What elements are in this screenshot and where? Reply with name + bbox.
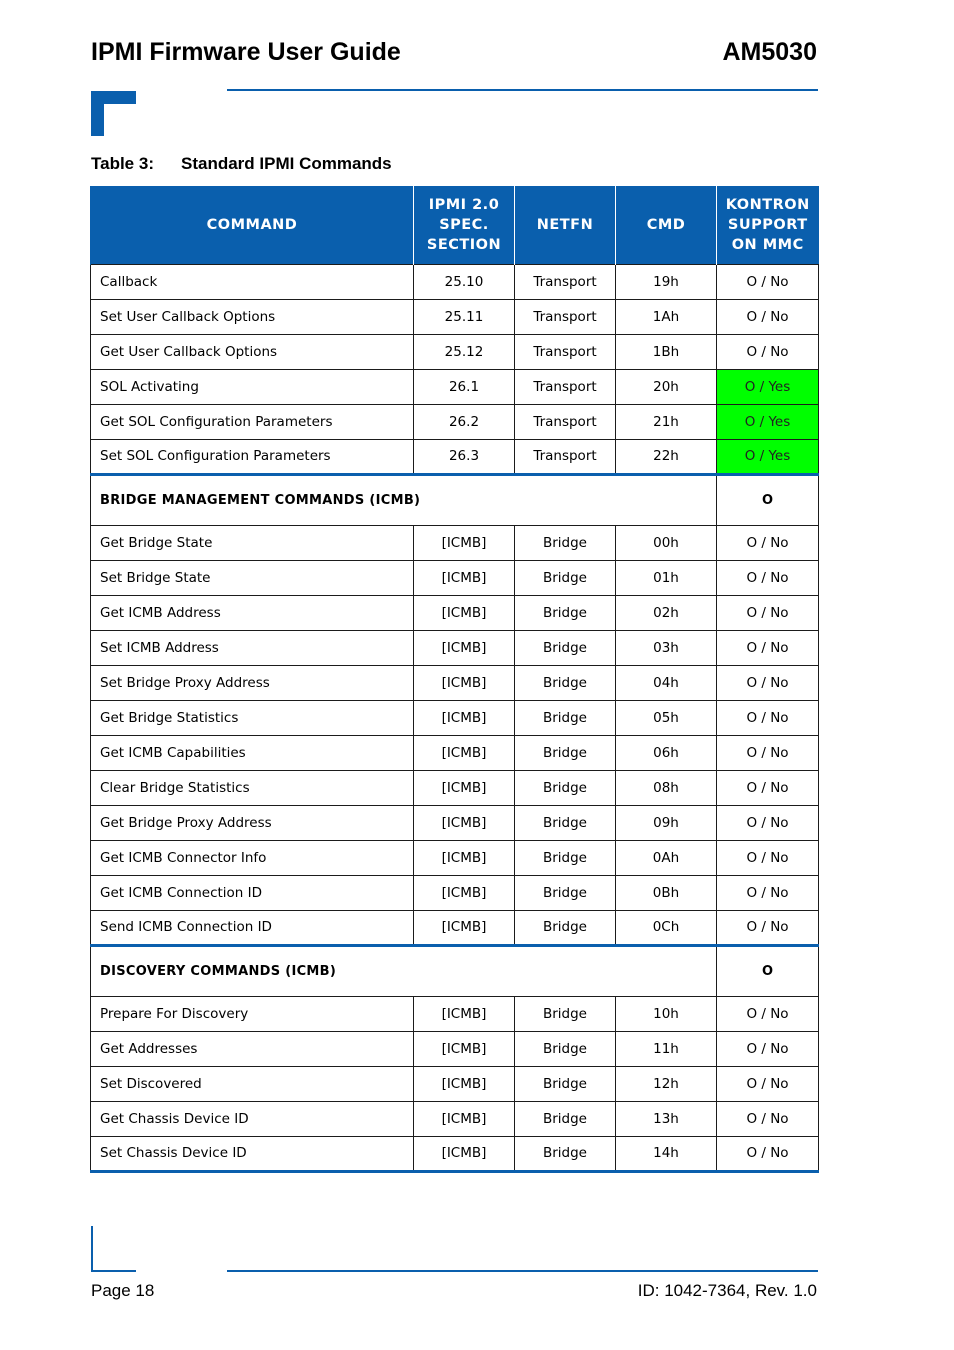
cell-cmd: 05h — [616, 700, 717, 735]
table-row — [91, 595, 819, 630]
corner-mark-top-vertical — [91, 91, 104, 136]
cell-command: Prepare For Discovery — [91, 996, 414, 1031]
cell-netfn: Transport — [515, 369, 616, 404]
header-kontron-support — [717, 186, 819, 264]
cell-command: Get Addresses — [91, 1031, 414, 1066]
cell-support: O / No — [717, 630, 819, 665]
cell-support: O / No — [717, 560, 819, 595]
section-support: O — [717, 474, 819, 525]
header-spec-line: SPEC. — [439, 216, 489, 233]
table-row — [91, 630, 819, 665]
header-support-line: KONTRON — [725, 196, 810, 213]
header-spec-line: IPMI 2.0 — [428, 196, 500, 213]
cell-spec: 26.2 — [414, 404, 515, 439]
table-row — [91, 1066, 819, 1101]
table-row — [91, 1101, 819, 1136]
cell-spec: 25.10 — [414, 264, 515, 299]
cell-command: Set User Callback Options — [91, 299, 414, 334]
cell-command: Send ICMB Connection ID — [91, 910, 414, 945]
cell-spec: [ICMB] — [414, 770, 515, 805]
cell-cmd: 22h — [616, 439, 717, 474]
cell-support: O / No — [717, 264, 819, 299]
cell-cmd: 04h — [616, 665, 717, 700]
cell-support: O / No — [717, 595, 819, 630]
table-row — [91, 334, 819, 369]
cell-netfn: Bridge — [515, 1136, 616, 1171]
section-header-row — [91, 474, 819, 525]
header-command: COMMAND — [91, 186, 414, 264]
page-number: Page 18 — [91, 1281, 155, 1300]
table-row — [91, 439, 819, 474]
cell-netfn: Bridge — [515, 735, 616, 770]
document-title: IPMI Firmware User Guide — [91, 38, 401, 66]
header-rule — [227, 89, 818, 91]
cell-cmd: 21h — [616, 404, 717, 439]
table-row — [91, 1031, 819, 1066]
cell-spec: 25.11 — [414, 299, 515, 334]
footer-rule — [227, 1270, 818, 1272]
cell-command: Set Bridge State — [91, 560, 414, 595]
cell-cmd: 0Bh — [616, 875, 717, 910]
ipmi-commands-table — [90, 186, 819, 1173]
header-support-line: SUPPORT — [727, 216, 808, 233]
cell-support: O / No — [717, 700, 819, 735]
cell-cmd: 13h — [616, 1101, 717, 1136]
cell-spec: [ICMB] — [414, 875, 515, 910]
cell-spec: 25.12 — [414, 334, 515, 369]
cell-netfn: Bridge — [515, 700, 616, 735]
cell-command: Get SOL Configuration Parameters — [91, 404, 414, 439]
cell-command: Get ICMB Connection ID — [91, 875, 414, 910]
cell-support: O / No — [717, 735, 819, 770]
cell-spec: [ICMB] — [414, 525, 515, 560]
cell-support: O / No — [717, 665, 819, 700]
table-row — [91, 1136, 819, 1171]
cell-cmd: 00h — [616, 525, 717, 560]
cell-netfn: Bridge — [515, 840, 616, 875]
document-id: ID: 1042-7364, Rev. 1.0 — [637, 1281, 817, 1300]
cell-cmd: 20h — [616, 369, 717, 404]
table-row — [91, 525, 819, 560]
cell-netfn: Bridge — [515, 665, 616, 700]
cell-spec: [ICMB] — [414, 1066, 515, 1101]
cell-netfn: Transport — [515, 334, 616, 369]
section-header-row — [91, 945, 819, 996]
table-row — [91, 404, 819, 439]
cell-cmd: 1Ah — [616, 299, 717, 334]
section-support: O — [717, 945, 819, 996]
cell-cmd: 08h — [616, 770, 717, 805]
cell-command: Clear Bridge Statistics — [91, 770, 414, 805]
cell-command: Get Chassis Device ID — [91, 1101, 414, 1136]
cell-command: Callback — [91, 264, 414, 299]
table-caption — [91, 154, 392, 174]
cell-spec: [ICMB] — [414, 595, 515, 630]
table-row — [91, 735, 819, 770]
cell-support: O / No — [717, 525, 819, 560]
cell-netfn: Bridge — [515, 595, 616, 630]
table-row — [91, 264, 819, 299]
cell-cmd: 06h — [616, 735, 717, 770]
cell-cmd: 10h — [616, 996, 717, 1031]
cell-netfn: Transport — [515, 439, 616, 474]
cell-netfn: Bridge — [515, 875, 616, 910]
cell-support: O / No — [717, 770, 819, 805]
cell-command: Set SOL Configuration Parameters — [91, 439, 414, 474]
cell-cmd: 19h — [616, 264, 717, 299]
cell-spec: [ICMB] — [414, 840, 515, 875]
cell-cmd: 09h — [616, 805, 717, 840]
table-row — [91, 770, 819, 805]
cell-netfn: Bridge — [515, 1101, 616, 1136]
section-title: BRIDGE MANAGEMENT COMMANDS (ICMB) — [91, 474, 717, 525]
header-support-line: ON MMC — [731, 236, 804, 253]
table-header-row — [91, 186, 819, 264]
cell-support: O / No — [717, 840, 819, 875]
cell-spec: [ICMB] — [414, 910, 515, 945]
header-netfn: NETFN — [515, 186, 616, 264]
cell-support: O / No — [717, 805, 819, 840]
table-caption-title: Standard IPMI Commands — [181, 154, 392, 173]
table-row — [91, 665, 819, 700]
cell-netfn: Transport — [515, 404, 616, 439]
cell-spec: [ICMB] — [414, 560, 515, 595]
cell-spec: [ICMB] — [414, 630, 515, 665]
cell-cmd: 11h — [616, 1031, 717, 1066]
cell-support: O / No — [717, 334, 819, 369]
table-row — [91, 299, 819, 334]
section-title: DISCOVERY COMMANDS (ICMB) — [91, 945, 717, 996]
cell-cmd: 0Ah — [616, 840, 717, 875]
header-cmd: CMD — [616, 186, 717, 264]
cell-spec: [ICMB] — [414, 805, 515, 840]
cell-netfn: Bridge — [515, 770, 616, 805]
corner-mark-bottom-vertical — [91, 1226, 93, 1272]
cell-command: Get ICMB Connector Info — [91, 840, 414, 875]
table-row — [91, 805, 819, 840]
cell-support: O / No — [717, 299, 819, 334]
cell-support-highlighted: O / Yes — [717, 404, 819, 439]
cell-support-highlighted: O / Yes — [717, 439, 819, 474]
cell-support: O / No — [717, 875, 819, 910]
cell-spec: [ICMB] — [414, 1101, 515, 1136]
cell-netfn: Bridge — [515, 560, 616, 595]
cell-netfn: Bridge — [515, 1066, 616, 1101]
table-row — [91, 910, 819, 945]
corner-mark-bottom — [91, 1270, 136, 1272]
cell-support: O / No — [717, 1066, 819, 1101]
cell-spec: [ICMB] — [414, 665, 515, 700]
cell-spec: [ICMB] — [414, 735, 515, 770]
cell-netfn: Transport — [515, 299, 616, 334]
cell-support: O / No — [717, 1136, 819, 1171]
cell-support: O / No — [717, 910, 819, 945]
table-row — [91, 369, 819, 404]
product-name: AM5030 — [722, 38, 817, 66]
cell-cmd: 03h — [616, 630, 717, 665]
table-row — [91, 875, 819, 910]
cell-support-highlighted: O / Yes — [717, 369, 819, 404]
cell-command: Get Bridge Proxy Address — [91, 805, 414, 840]
header-spec-section — [414, 186, 515, 264]
cell-command: Set Chassis Device ID — [91, 1136, 414, 1171]
cell-spec: 26.1 — [414, 369, 515, 404]
cell-command: Get ICMB Address — [91, 595, 414, 630]
table-row — [91, 700, 819, 735]
cell-netfn: Bridge — [515, 910, 616, 945]
header-spec-line: SECTION — [426, 236, 502, 253]
cell-cmd: 0Ch — [616, 910, 717, 945]
table-caption-number: Table 3: — [91, 154, 154, 173]
cell-command: Set ICMB Address — [91, 630, 414, 665]
cell-command: Set Bridge Proxy Address — [91, 665, 414, 700]
cell-cmd: 12h — [616, 1066, 717, 1101]
cell-netfn: Bridge — [515, 1031, 616, 1066]
cell-spec: [ICMB] — [414, 996, 515, 1031]
cell-command: Get ICMB Capabilities — [91, 735, 414, 770]
table-row — [91, 560, 819, 595]
cell-spec: [ICMB] — [414, 1031, 515, 1066]
cell-command: Get User Callback Options — [91, 334, 414, 369]
cell-command: Get Bridge Statistics — [91, 700, 414, 735]
cell-cmd: 02h — [616, 595, 717, 630]
cell-support: O / No — [717, 996, 819, 1031]
cell-netfn: Bridge — [515, 996, 616, 1031]
cell-cmd: 14h — [616, 1136, 717, 1171]
cell-command: Get Bridge State — [91, 525, 414, 560]
cell-spec: [ICMB] — [414, 1136, 515, 1171]
cell-support: O / No — [717, 1101, 819, 1136]
cell-spec: [ICMB] — [414, 700, 515, 735]
cell-command: SOL Activating — [91, 369, 414, 404]
table-row — [91, 840, 819, 875]
cell-netfn: Transport — [515, 264, 616, 299]
cell-netfn: Bridge — [515, 525, 616, 560]
table-row — [91, 996, 819, 1031]
cell-netfn: Bridge — [515, 630, 616, 665]
cell-command: Set Discovered — [91, 1066, 414, 1101]
cell-spec: 26.3 — [414, 439, 515, 474]
cell-support: O / No — [717, 1031, 819, 1066]
cell-netfn: Bridge — [515, 805, 616, 840]
cell-cmd: 1Bh — [616, 334, 717, 369]
cell-cmd: 01h — [616, 560, 717, 595]
